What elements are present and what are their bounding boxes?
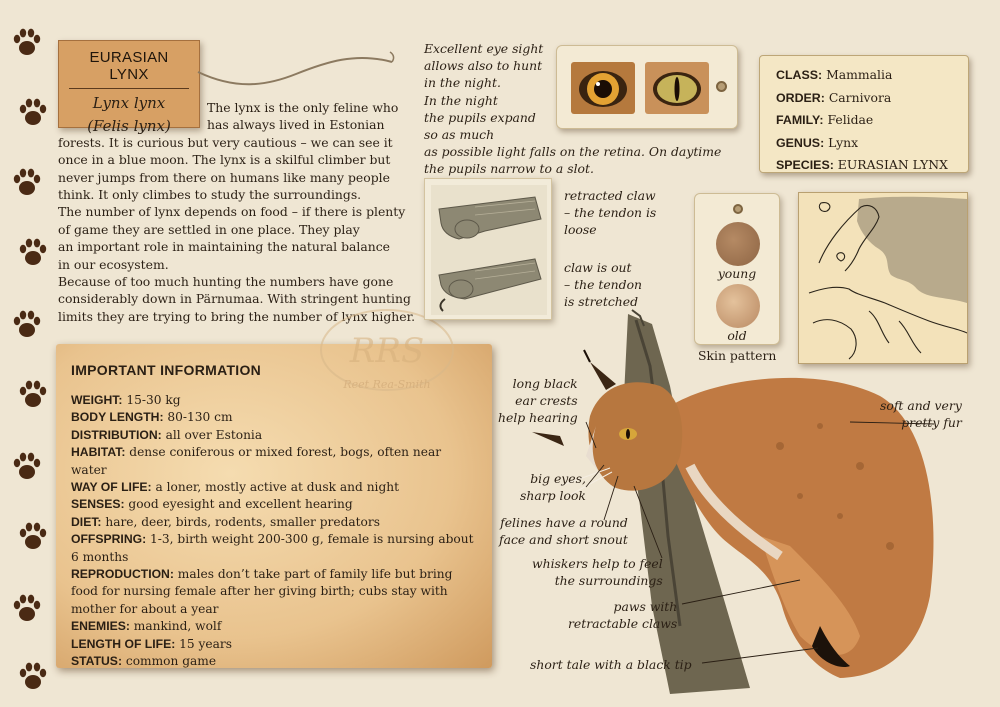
eye-illustration-card [556, 45, 738, 129]
intro-line: once in a blue moon. The lynx is a skilful climber but [58, 152, 391, 168]
info-row [71, 618, 478, 635]
info-key: OFFSPRING: [71, 532, 147, 547]
intro-line: forests. It is curious but very cautious – we can see it [58, 134, 393, 150]
paw-print-icon [16, 378, 50, 412]
intro-line: Because of too much hunting the numbers have gone [58, 274, 394, 290]
slit-pupil-eye-icon [645, 62, 709, 114]
intro-line: The number of lynx depends on food – if there is plenty [58, 204, 406, 220]
claw-line: – the tendon [564, 277, 643, 293]
page-title: EURASIAN LYNX [69, 49, 189, 89]
eye-line: as possible light falls on the retina. On daytime [424, 144, 722, 160]
classification-value: EURASIAN LYNX [833, 157, 948, 172]
paw-print-icon [10, 308, 44, 342]
annotation-line: soft and very [880, 398, 962, 413]
paw-print-icon [16, 96, 50, 130]
intro-line: limits they are trying to bring the number of lynx higher. [58, 308, 416, 324]
latin-name: Lynx lynx [92, 94, 166, 112]
watermark-monogram: RRS [349, 331, 425, 371]
eye-line: In the night [424, 92, 498, 108]
classification-key: GENUS: [776, 135, 825, 150]
info-value: 15 years [175, 636, 232, 651]
info-value: 15-30 kg [122, 393, 181, 407]
claw-line: retracted claw [564, 188, 656, 203]
eye-line: so as much [424, 127, 495, 143]
whiskers-annotation [532, 555, 663, 589]
intro-line: never jumps from there on humans like many people [58, 169, 390, 185]
info-key: HABITAT: [71, 445, 126, 460]
info-heading: IMPORTANT INFORMATION [71, 362, 262, 378]
info-value: common game [122, 654, 217, 669]
info-value: good eyesight and excellent hearing [124, 497, 353, 512]
paw-print-column [10, 26, 50, 696]
annotation-line: sharp look [520, 488, 586, 504]
intro-line: The lynx is the only feline who [207, 100, 399, 115]
annotation-line: short tale with a black tip [530, 657, 692, 672]
annotation-line: face and short snout [499, 532, 628, 548]
info-key: LENGTH OF LIFE: [71, 636, 176, 651]
info-value: a loner, mostly active at dusk and night [151, 480, 399, 495]
intro-line: an important role in maintaining the natural balance [58, 239, 390, 255]
info-value: hare, deer, birds, rodents, smaller predators [101, 514, 380, 529]
info-key: WAY OF LIFE: [71, 480, 152, 495]
annotation-line: felines have a round [500, 515, 628, 530]
classification-row [776, 132, 968, 155]
info-list [71, 392, 478, 671]
classification-list [776, 64, 968, 177]
annotation-line: paws with [613, 599, 678, 614]
fur-annotation [880, 397, 962, 431]
claw-illustration-card [424, 178, 552, 320]
info-row [71, 653, 478, 670]
info-key: BODY LENGTH: [71, 410, 164, 425]
annotation-line: retractable claws [568, 616, 678, 632]
paw-print-icon [16, 660, 50, 694]
info-key: DISTRIBUTION: [71, 427, 162, 442]
info-key: ENEMIES: [71, 619, 130, 634]
classification-row [776, 154, 968, 177]
tail-annotation [530, 656, 692, 673]
claw-diagram [425, 179, 553, 321]
ear-crests-annotation [498, 375, 578, 427]
annotation-line: ear crests [515, 393, 578, 409]
claw-line: claw is out [564, 260, 632, 275]
info-row [71, 531, 478, 566]
classification-row [776, 87, 968, 110]
skin-pattern-caption: Skin pattern [698, 348, 777, 363]
classification-key: SPECIES: [776, 158, 834, 172]
intro-text [58, 99, 416, 325]
claw-line: is stretched [564, 294, 639, 310]
watermark-name: Reet Rea-Smith [343, 378, 431, 391]
eye-line: allows also to hunt [424, 58, 543, 74]
claw-line: loose [564, 222, 597, 238]
classification-key: FAMILY: [776, 113, 824, 127]
retracted-claw-label [564, 187, 656, 239]
info-row [71, 479, 478, 496]
young-skin-label: young [717, 266, 757, 281]
paw-print-icon [10, 26, 44, 60]
paw-print-icon [16, 520, 50, 554]
eye-line: the pupils narrow to a slot. [424, 161, 594, 177]
claw-line: – the tendon is [564, 205, 657, 221]
latin-synonym: (Felis lynx) [87, 117, 171, 135]
info-row [71, 514, 478, 531]
paw-print-icon [10, 592, 44, 626]
info-row [71, 566, 478, 618]
paw-print-icon [16, 236, 50, 270]
info-key: STATUS: [71, 654, 122, 669]
info-key: WEIGHT: [71, 393, 123, 407]
classification-value: Felidae [823, 112, 874, 127]
info-value: 80-130 cm [163, 410, 233, 425]
classification-value: Lynx [824, 134, 859, 150]
info-value: dense coniferous or mixed forest, bogs, often near water [71, 445, 442, 477]
face-annotation [499, 514, 628, 548]
info-row [71, 444, 478, 479]
paw-print-icon [10, 166, 44, 200]
intro-line: think. It only climbes to study the surroundings. [58, 187, 362, 203]
eye-line: in the night. [424, 75, 501, 91]
info-row [71, 409, 478, 426]
intro-line: considerably down in Pärnumaa. With stringent hunting [58, 291, 411, 307]
info-row [71, 427, 478, 444]
classification-row [776, 109, 968, 132]
info-value: 1-3, birth weight 200-300 g, female is nursing about 6 months [71, 532, 474, 564]
classification-value: Carnivora [824, 89, 892, 105]
old-skin-label: old [727, 328, 747, 343]
info-row [71, 496, 478, 513]
classification-card [759, 55, 969, 173]
young-skin-swatch [716, 222, 760, 266]
info-value: mankind, wolf [129, 619, 222, 634]
eye-line: the pupils expand [424, 109, 536, 125]
info-row [71, 636, 478, 653]
intro-line: of game they are settled in one place. They play [58, 221, 360, 237]
classification-row [776, 64, 968, 87]
tag-hole [733, 204, 743, 214]
intro-line: has always lived in Estonian [207, 117, 385, 133]
annotation-line: the surroundings [554, 573, 663, 589]
info-key: DIET: [71, 514, 102, 529]
paw-print-icon [10, 450, 44, 484]
info-value: males don’t take part of family life but bring food for nursing female after her giving birth; cubs stay with mother for about a year [71, 567, 453, 616]
paws-annotation [568, 598, 677, 632]
annotation-line: big eyes, [530, 471, 586, 486]
extended-claw-label [564, 259, 642, 311]
eyes-annotation [520, 470, 586, 504]
info-value: all over Estonia [161, 427, 263, 442]
classification-key: ORDER: [776, 90, 825, 105]
annotation-line: help hearing [498, 410, 578, 426]
classification-key: CLASS: [776, 68, 823, 82]
intro-line: in our ecosystem. [58, 256, 169, 272]
tag-string [196, 40, 396, 100]
info-key: REPRODUCTION: [71, 567, 174, 582]
tag-hole [716, 81, 727, 92]
eye-line: Excellent eye sight [424, 41, 544, 56]
annotation-line: whiskers help to feel [532, 556, 663, 571]
dilated-pupil-eye-icon [571, 62, 635, 114]
classification-value: Mammalia [822, 67, 893, 82]
annotation-line: pretty fur [901, 415, 962, 431]
annotation-line: long black [512, 376, 578, 391]
info-key: SENSES: [71, 497, 125, 512]
